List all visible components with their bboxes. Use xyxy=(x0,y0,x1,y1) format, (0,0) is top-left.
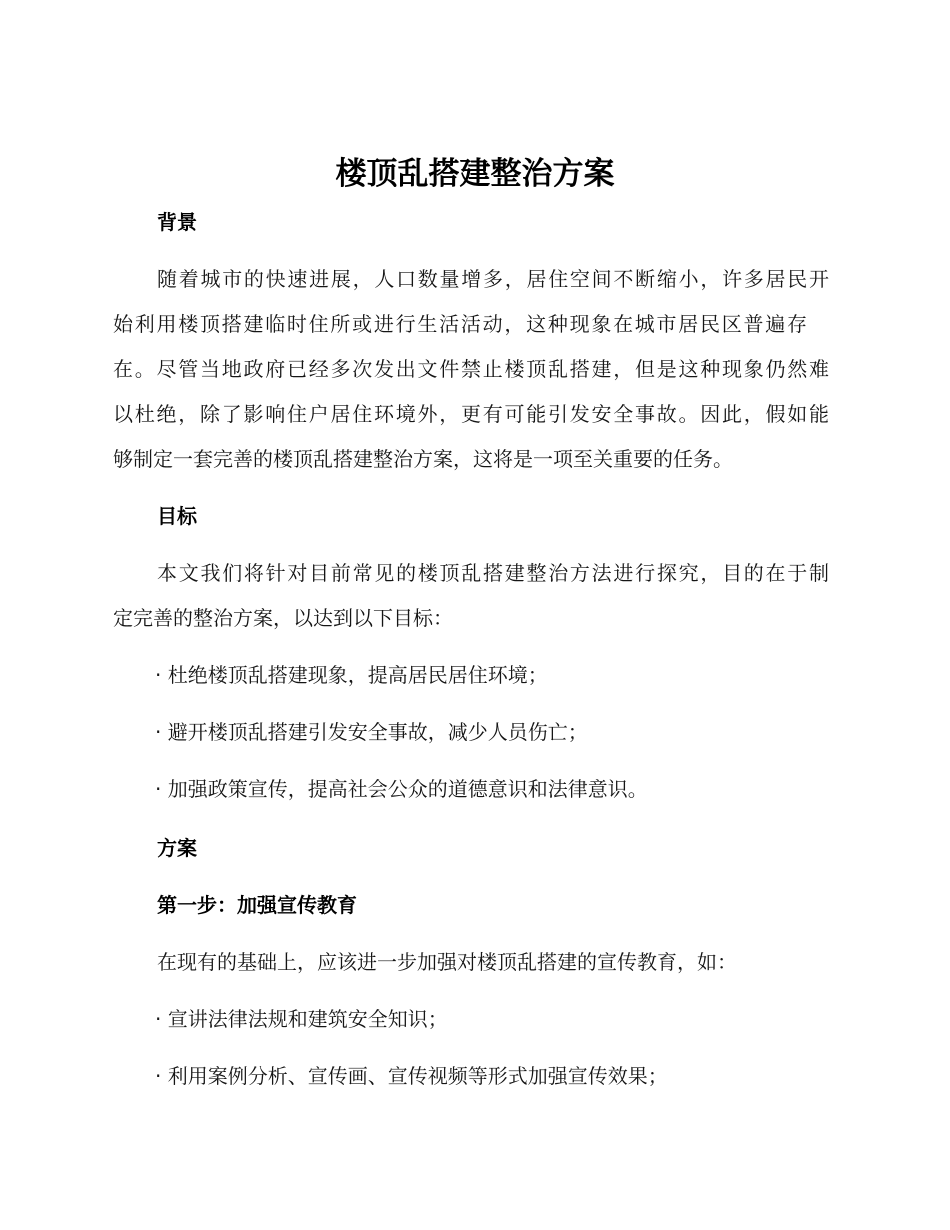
page-title: 楼顶乱搭建整治方案 xyxy=(335,156,615,192)
background-line-4: 以杜绝，除了影响住户居住环境外，更有可能引发安全事故。因此，假如能 xyxy=(113,402,829,426)
heading-plan: 方案 xyxy=(157,836,197,860)
step-1-bullet-1: · 宣讲法律法规和建筑安全知识； xyxy=(155,1007,448,1031)
goals-bullet-1: · 杜绝楼顶乱搭建现象，提高居民居住环境； xyxy=(155,663,548,687)
heading-background: 背景 xyxy=(157,210,197,234)
background-line-3: 在。尽管当地政府已经多次发出文件禁止楼顶乱搭建，但是这种现象仍然难 xyxy=(113,357,829,381)
step-1-bullet-2: · 利用案例分析、宣传画、宣传视频等形式加强宣传效果； xyxy=(155,1064,668,1088)
goals-line-2: 定完善的整治方案，以达到以下目标： xyxy=(113,606,453,630)
goals-line-1: 本文我们将针对目前常见的楼顶乱搭建整治方法进行探究，目的在于制 xyxy=(157,561,829,585)
heading-goals: 目标 xyxy=(157,504,197,528)
background-line-5: 够制定一套完善的楼顶乱搭建整治方案，这将是一项至关重要的任务。 xyxy=(113,447,733,471)
step-1-intro: 在现有的基础上，应该进一步加强对楼顶乱搭建的宣传教育，如： xyxy=(157,950,737,974)
goals-bullet-2: · 避开楼顶乱搭建引发安全事故，减少人员伤亡； xyxy=(155,720,588,744)
goals-bullet-3: · 加强政策宣传，提高社会公众的道德意识和法律意识。 xyxy=(155,777,648,801)
heading-step-1: 第一步：加强宣传教育 xyxy=(157,893,357,917)
background-line-1: 随着城市的快速进展，人口数量增多，居住空间不断缩小，许多居民开 xyxy=(157,267,829,291)
background-line-2: 始利用楼顶搭建临时住所或进行生活活动，这种现象在城市居民区普遍存 xyxy=(113,312,807,336)
